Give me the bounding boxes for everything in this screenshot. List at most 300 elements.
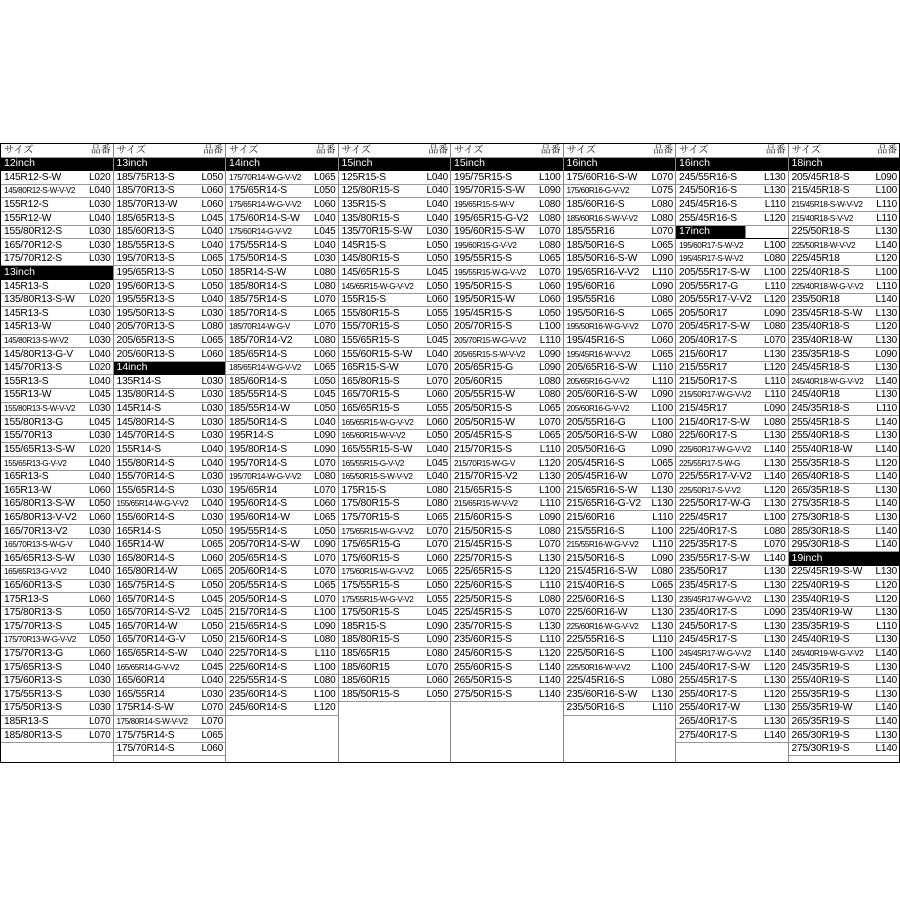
table-row	[1, 443, 113, 457]
product-code: L030	[89, 403, 111, 415]
tire-size: 165/70R14-S-V2	[116, 607, 190, 619]
product-code: L140	[539, 688, 561, 700]
table-row	[564, 348, 676, 362]
tire-size: 175/60R16-S-W	[566, 171, 638, 183]
tire-size: 175/50R13-S	[4, 702, 62, 714]
product-code: L065	[201, 253, 223, 265]
tire-size: 255/40R17-S	[679, 688, 737, 700]
table-row	[1, 185, 113, 199]
table-row	[1, 580, 113, 594]
table-row	[789, 239, 900, 253]
table-row	[676, 266, 788, 280]
tire-size: 245/45R17-S	[679, 634, 737, 646]
section-title: 15inch	[454, 157, 485, 170]
table-row	[789, 566, 900, 580]
tire-size: 235/35R18-S	[791, 348, 850, 360]
tire-size: 255/45R16-S	[679, 212, 737, 224]
product-code: L040	[201, 675, 223, 687]
tire-size: 175/70R14-S	[116, 743, 175, 755]
table-row	[114, 335, 226, 349]
product-code: L070	[764, 539, 786, 551]
table-row	[789, 185, 900, 199]
product-code: L050	[539, 307, 561, 319]
section-title: 14inch	[229, 157, 260, 170]
section-header	[226, 158, 338, 172]
table-row	[1, 511, 113, 525]
product-code: L130	[764, 634, 786, 646]
table-row	[789, 471, 900, 485]
table-row	[564, 552, 676, 566]
product-code: L030	[89, 580, 111, 591]
product-code: L100	[651, 403, 673, 415]
product-code: L065	[651, 580, 673, 591]
tire-size: 245/50R16-S	[679, 185, 737, 197]
product-code: L030	[201, 403, 223, 415]
product-code: L120	[764, 362, 786, 374]
tire-size: 185/50R14-S	[229, 416, 287, 428]
tire-size: 185/70R14-S	[229, 307, 287, 319]
table-row	[114, 294, 226, 308]
table-row	[339, 389, 451, 403]
product-code: L140	[875, 294, 897, 306]
product-code: L100	[314, 607, 336, 619]
product-code: L040	[89, 539, 111, 551]
tire-size: 215/45R18-S-W-V-V2	[791, 199, 863, 209]
section-title: 12inch	[4, 157, 35, 170]
table-row	[451, 307, 563, 321]
table-row	[114, 253, 226, 267]
product-code: L065	[314, 171, 336, 183]
table-row	[114, 593, 226, 607]
tire-size: 245/40R18-W-G-V-V2	[791, 376, 864, 386]
table-row	[789, 443, 900, 457]
tire-size: 165/80R15-S	[341, 375, 400, 387]
table-row	[676, 648, 788, 662]
product-code: L065	[314, 580, 336, 591]
table-column	[563, 144, 676, 762]
table-row	[114, 457, 226, 471]
product-code: L090	[764, 607, 786, 619]
product-code: L110	[539, 443, 561, 455]
table-row	[676, 552, 788, 566]
tire-size: 145R14-S	[116, 403, 161, 415]
product-code: L060	[201, 552, 223, 564]
product-code: L130	[764, 457, 786, 469]
tire-size: 215/50R16-S	[566, 552, 625, 564]
product-code: L130	[539, 620, 561, 632]
product-code: L060	[89, 511, 111, 523]
tire-size: 225/45R16-S	[566, 675, 625, 687]
product-code: L045	[314, 226, 336, 238]
table-row	[676, 661, 788, 675]
table-row	[226, 266, 338, 280]
table-row	[676, 403, 788, 417]
tire-size: 205/55R14-S	[229, 580, 287, 591]
table-row	[339, 688, 451, 702]
product-code: L120	[314, 702, 336, 714]
table-row	[564, 484, 676, 498]
product-code: L030	[201, 511, 223, 523]
product-code: L110	[764, 389, 786, 401]
table-row	[339, 375, 451, 389]
product-code: L090	[314, 539, 336, 551]
column-header	[564, 144, 676, 158]
product-code: L050	[201, 580, 223, 591]
tire-size: 185/50R16-S	[566, 239, 625, 251]
tire-size: 225/40R17-S	[679, 525, 737, 537]
table-row	[564, 171, 676, 185]
section-header	[114, 158, 226, 172]
tire-size: 165/70R14-W	[116, 620, 178, 632]
table-row	[564, 471, 676, 485]
tire-size: 245/35R19-S	[791, 661, 850, 673]
table-row	[676, 566, 788, 580]
tire-size: 175/60R14-S-W	[229, 212, 300, 224]
product-code: L080	[764, 253, 786, 265]
table-row	[226, 348, 338, 362]
table-row	[451, 239, 563, 253]
product-code: L045	[89, 620, 111, 632]
product-code: L130	[875, 729, 897, 741]
tire-size: 195/60R15-S-W	[454, 226, 525, 238]
table-row	[1, 552, 113, 566]
code-header: 品番	[765, 144, 786, 156]
tire-size: 225/60R17-W-G-V-V2	[679, 444, 751, 454]
table-row	[789, 294, 900, 308]
product-code: L040	[89, 457, 111, 469]
product-code: L060	[89, 648, 111, 660]
product-code: L140	[875, 443, 897, 455]
product-code: L060	[426, 416, 448, 428]
tire-size: 155R15-S	[341, 294, 386, 306]
tire-size: 245/45R17-W-G-V-V2	[679, 649, 751, 659]
table-row	[789, 688, 900, 702]
table-row	[339, 171, 451, 185]
table-row	[564, 607, 676, 621]
product-code: L080	[651, 212, 673, 224]
tire-size: 245/35R18-S	[791, 403, 850, 415]
tire-size: 185/70R14-V2	[229, 335, 293, 347]
tire-size: 235/40R19-S	[791, 593, 850, 605]
tire-size: 205/65R15-S-W-V-V2	[454, 349, 525, 359]
tire-size: 205/70R13-S	[116, 321, 175, 333]
tire-size: 205/70R15-W-G-V-V2	[454, 336, 526, 346]
table-row	[1, 335, 113, 349]
product-code: L060	[201, 348, 223, 360]
tire-size: 275/35R18-S	[791, 498, 850, 510]
table-row	[451, 539, 563, 553]
product-code: L070	[201, 702, 223, 714]
tire-size: 195/45R15-S	[454, 307, 512, 319]
table-row	[789, 362, 900, 376]
table-row	[451, 416, 563, 430]
tire-size: 225/50R16-W-V-V2	[566, 662, 631, 672]
tire-size: 175/65R14-W-G-V-V2	[229, 199, 301, 209]
product-code: L100	[651, 416, 673, 428]
table-row	[789, 634, 900, 648]
product-code: L140	[875, 648, 897, 660]
product-code: L080	[539, 375, 561, 387]
table-row	[339, 403, 451, 417]
table-row	[339, 335, 451, 349]
tire-size: 225/55R14-S	[229, 675, 287, 687]
tire-size: 195/45R17-S-W-V2	[679, 254, 744, 264]
table-row	[451, 389, 563, 403]
product-code: L040	[89, 321, 111, 333]
table-row	[676, 171, 788, 185]
table-row	[226, 294, 338, 308]
product-code: L060	[426, 294, 448, 306]
code-header: 品番	[315, 144, 336, 156]
product-code: L050	[314, 525, 336, 537]
table-row	[226, 416, 338, 430]
product-code: L110	[539, 498, 561, 510]
table-row	[114, 471, 226, 485]
table-row	[114, 226, 226, 240]
product-code: L140	[875, 716, 897, 728]
tire-size: 175/60R14-G-V-V2	[229, 227, 292, 237]
product-code: L060	[89, 593, 111, 605]
tire-size: 255/45R17-S	[679, 675, 737, 687]
product-code: L080	[539, 389, 561, 401]
table-row	[789, 580, 900, 594]
product-code: L140	[875, 702, 897, 714]
tire-size: 215/50R17-W-G-V-V2	[679, 390, 751, 400]
tire-size: 175/70R13-G	[4, 648, 64, 660]
tire-size: 235/70R15-S	[454, 620, 512, 632]
table-row	[451, 362, 563, 376]
product-code: L080	[314, 471, 336, 483]
table-row	[789, 389, 900, 403]
product-code: L070	[651, 226, 673, 238]
tire-size: 215/65R15-S	[454, 484, 512, 496]
tire-size: 165R13-W	[4, 484, 52, 496]
table-row	[789, 648, 900, 662]
table-row	[564, 226, 676, 240]
product-code: L045	[89, 389, 111, 401]
product-code: L065	[651, 457, 673, 469]
product-code: L050	[201, 280, 223, 292]
tire-size: 225/40R18-S	[791, 266, 850, 278]
tire-size: 245/40R17-S-W	[679, 661, 750, 673]
product-code: L130	[875, 607, 897, 619]
tire-size: 185/70R13-S	[116, 185, 175, 197]
product-code: L040	[89, 185, 111, 197]
tire-size: 125/80R15-S	[341, 185, 400, 197]
tire-size: 255/40R18-S	[791, 430, 850, 442]
tire-size: 205/55R17-V-V2	[679, 294, 752, 306]
product-code: L130	[764, 702, 786, 714]
table-row	[451, 593, 563, 607]
product-code: L090	[875, 171, 897, 183]
product-code: L140	[764, 471, 786, 483]
tire-size: 215/65R15-W-V-V2	[454, 499, 518, 509]
product-code: L050	[89, 607, 111, 619]
table-row	[451, 348, 563, 362]
tire-size: 205/65R16-G-V-V2	[566, 376, 629, 386]
table-row	[339, 580, 451, 594]
tire-size: 145/65R15-W-G-V-V2	[341, 281, 414, 291]
product-code: L110	[876, 198, 897, 210]
table-row	[451, 498, 563, 512]
tire-size: 235/60R15-S	[454, 634, 512, 646]
tire-size: 275/50R15-S	[454, 688, 512, 700]
product-code: L030	[89, 198, 111, 210]
table-row	[226, 212, 338, 226]
tire-size: 255/40R18-W	[791, 443, 853, 455]
product-code: L130	[764, 580, 786, 591]
tire-size: 145R12-S-W	[4, 171, 62, 183]
tire-size: 225/60R16-S	[566, 593, 625, 605]
tire-size: 195/50R15-S	[454, 280, 512, 292]
tire-size: 235/55R17-S-W	[679, 552, 750, 564]
product-code: L050	[426, 688, 448, 700]
product-code: L045	[201, 212, 223, 224]
product-code: L080	[314, 280, 336, 292]
tire-size: 205/45R18-S	[791, 171, 850, 183]
table-row	[564, 198, 676, 212]
tire-size: 155/80R15-S	[341, 307, 400, 319]
table-row	[114, 280, 226, 294]
product-code: L040	[89, 212, 111, 224]
product-code: L075	[651, 185, 673, 197]
product-code: L090	[314, 620, 336, 632]
column-header	[1, 144, 113, 158]
product-code: L030	[89, 430, 111, 442]
tire-size: 165/65R14-G-V-V2	[116, 662, 179, 672]
product-code: L055	[426, 593, 448, 605]
table-row	[451, 212, 563, 226]
table-row	[676, 280, 788, 294]
tire-size: 155/65R14-W-G-V-V2	[116, 499, 189, 509]
table-row	[339, 457, 451, 471]
tire-size: 155/80R13-G	[4, 416, 64, 428]
table-row	[339, 471, 451, 485]
tire-size: 165/65R15-W-G-V-V2	[341, 417, 414, 427]
product-code: L130	[764, 348, 786, 360]
product-code: L110	[876, 403, 897, 415]
tire-size: 225/45R15-S	[454, 607, 512, 619]
table-row	[226, 198, 338, 212]
product-code: L060	[426, 675, 448, 687]
tire-size: 185/80R15-S	[341, 634, 400, 646]
product-code: L045	[89, 416, 111, 428]
table-row	[226, 443, 338, 457]
product-code: L055	[426, 403, 448, 415]
product-code: L065	[426, 511, 448, 523]
table-row	[226, 566, 338, 580]
product-code: L120	[539, 566, 561, 578]
product-code: L140	[875, 416, 897, 428]
tire-size: 185/65R14-W-G-V-V2	[229, 363, 301, 373]
tire-size: 225/45R19-S-W	[791, 566, 863, 578]
table-row	[226, 280, 338, 294]
product-code: L090	[764, 307, 786, 319]
product-code: L130	[875, 634, 897, 646]
product-code: L110	[539, 335, 561, 347]
product-code: L060	[539, 294, 561, 306]
table-row	[564, 389, 676, 403]
table-row	[1, 566, 113, 580]
table-row	[451, 688, 563, 702]
product-code: L030	[201, 484, 223, 496]
table-row	[226, 648, 338, 662]
table-row	[789, 607, 900, 621]
table-row	[676, 716, 788, 730]
table-row	[564, 620, 676, 634]
table-row	[1, 307, 113, 321]
tire-size: 175/65R13-S	[4, 661, 62, 673]
product-code: L030	[89, 239, 111, 251]
tire-size: 235/40R19-W	[791, 607, 853, 619]
tire-size: 175/80R14-S-W-V-V2	[116, 717, 188, 727]
product-code: L090	[651, 253, 673, 265]
tire-size: 225/50R17-S-V-V2	[679, 485, 741, 495]
table-row	[789, 430, 900, 444]
tire-size: 215/55R16-S	[566, 525, 625, 537]
table-row	[114, 416, 226, 430]
table-row	[339, 430, 451, 444]
tire-size: 195/55R16	[566, 294, 615, 306]
product-code: L140	[539, 675, 561, 687]
product-code: L060	[651, 335, 673, 347]
tire-size: 245/60R15-S	[454, 648, 512, 660]
product-code: L090	[426, 620, 448, 632]
product-code: L030	[201, 430, 223, 442]
tire-size: 175/60R15-W-G-V-V2	[341, 567, 414, 577]
table-row	[1, 294, 113, 308]
table-row	[226, 335, 338, 349]
tire-size: 185/60R16-S	[566, 198, 625, 210]
product-code: L110	[876, 280, 897, 292]
product-code: L110	[314, 648, 336, 660]
table-row	[339, 212, 451, 226]
tire-size: 235/45R17-W-G-V-V2	[679, 594, 751, 604]
product-code: L065	[201, 539, 223, 551]
tire-size: 235/50R18	[791, 294, 840, 306]
tire-size: 215/60R16	[566, 511, 615, 523]
tire-size: 265/30R19-S	[791, 729, 850, 741]
table-row	[789, 484, 900, 498]
tire-size: 205/50R16-G	[566, 443, 626, 455]
table-row	[676, 348, 788, 362]
tire-size: 195/55R14-S	[229, 525, 287, 537]
product-code: L050	[426, 280, 448, 292]
tire-size: 165/65R15-S	[341, 403, 400, 415]
tire-size: 235/45R17-S	[679, 580, 737, 591]
table-row	[226, 403, 338, 417]
table-row	[339, 525, 451, 539]
table-row	[114, 307, 226, 321]
product-code: L120	[539, 457, 561, 469]
table-column	[338, 144, 451, 762]
product-code: L050	[89, 498, 111, 510]
table-row	[1, 253, 113, 267]
tire-size: 175/70R13-S	[4, 620, 62, 632]
table-row	[339, 294, 451, 308]
table-row	[339, 484, 451, 498]
tire-size: 255/35R19-S	[791, 688, 850, 700]
table-row	[1, 403, 113, 417]
product-code: L040	[314, 416, 336, 428]
product-code: L045	[201, 593, 223, 605]
tire-size: 145/70R14-S	[116, 430, 175, 442]
tire-size: 185/60R14-S	[229, 375, 287, 387]
table-row	[564, 307, 676, 321]
table-row	[339, 675, 451, 689]
tire-size: 165R14-S	[116, 525, 161, 537]
product-code: L070	[314, 294, 336, 306]
